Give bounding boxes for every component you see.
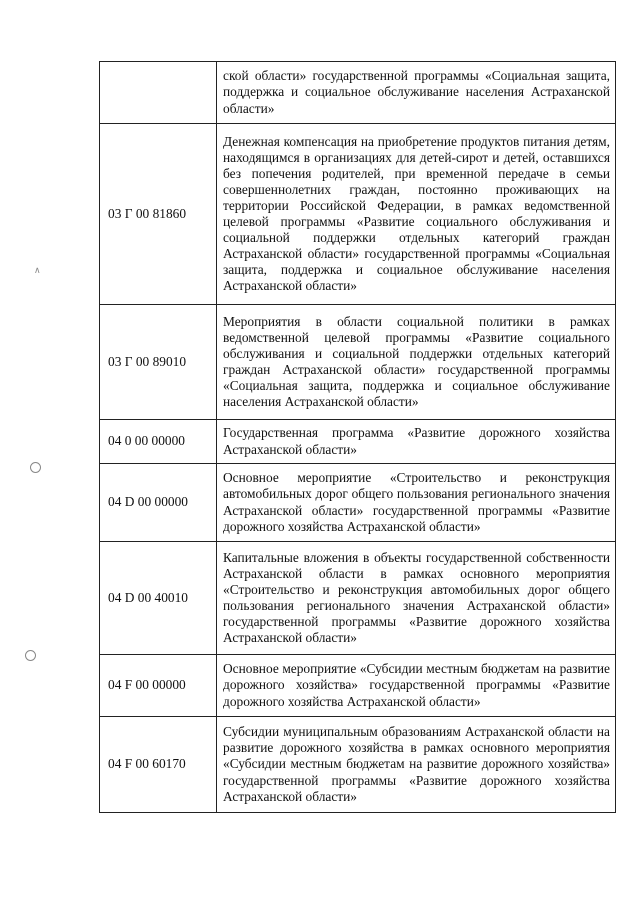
code-cell: 04 F 00 60170 bbox=[100, 717, 217, 813]
description-text: Денежная компенсация на приобретение продуктов питания детям, находящимся в организациях для детей-сирот и детей, оставшихся без попечения родителей, при временной передаче в семьи совершеннолетних граждан, постоянно проживающих на территории Российской Федерации, в рамках ведомственной целевой программы «Развитие социального обслуживания и социальной поддержки отдельных категорий граждан Астраханской области» государственной программы «Социальная защита, поддержка и социальное обслуживание населения Астраханской области» bbox=[223, 133, 610, 294]
table-row bbox=[100, 124, 616, 305]
description-cell bbox=[217, 420, 616, 464]
description-text: Капитальные вложения в объекты государственной собственности Астраханской области в рамках основного мероприятия «Строительство и реконструкция автомобильных дорог общего пользования регионального значения Астраханской области» государственной программы «Развитие дорожного хозяйства Астраханской области» bbox=[223, 549, 610, 646]
description-cell bbox=[217, 655, 616, 717]
budget-classification-table bbox=[99, 61, 616, 813]
table-row bbox=[100, 717, 616, 813]
description-cell bbox=[217, 542, 616, 655]
scan-mark: ∧ bbox=[34, 266, 41, 276]
table-row bbox=[100, 542, 616, 655]
table-row bbox=[100, 62, 616, 124]
description-cell bbox=[217, 305, 616, 420]
table-row bbox=[100, 464, 616, 542]
description-text: Основное мероприятие «Субсидии местным бюджетам на развитие дорожного хозяйства» государственной программы «Развитие дорожного хозяйства Астраханской области» bbox=[223, 661, 610, 709]
description-cell bbox=[217, 124, 616, 305]
code-cell: 04 F 00 00000 bbox=[100, 655, 217, 717]
description-text: Субсидии муниципальным образованиям Астраханской области на развитие дорожного хозяйства в рамках основного мероприятия «Субсидии местным бюджетам на развитие дорожного хозяйства» государственной программы «Развитие дорожного хозяйства Астраханской области» bbox=[223, 724, 610, 804]
table-row bbox=[100, 655, 616, 717]
description-text: ской области» государственной программы «Социальная защита, поддержка и социальное обслуживание населения Астраханской области» bbox=[223, 68, 610, 116]
description-cell bbox=[217, 62, 616, 124]
table-row bbox=[100, 420, 616, 464]
binder-hole-mark bbox=[25, 650, 36, 661]
code-cell bbox=[100, 62, 217, 124]
binder-hole-mark bbox=[30, 462, 41, 473]
description-text: Государственная программа «Развитие дорожного хозяйства Астраханской области» bbox=[223, 425, 610, 457]
code-cell: 04 D 00 00000 bbox=[100, 464, 217, 542]
description-text: Основное мероприятие «Строительство и реконструкция автомобильных дорог общего пользования регионального значения Астраханской области» государственной программы «Развитие дорожного хозяйства Астраханской области» bbox=[223, 470, 610, 534]
code-cell: 03 Г 00 81860 bbox=[100, 124, 217, 305]
code-cell: 04 D 00 40010 bbox=[100, 542, 217, 655]
code-cell: 04 0 00 00000 bbox=[100, 420, 217, 464]
code-cell: 03 Г 00 89010 bbox=[100, 305, 217, 420]
description-text: Мероприятия в области социальной политики в рамках ведомственной целевой программы «Развитие социального обслуживания и социальной поддержки отдельных категорий граждан Астраханской области» государственной программы «Социальная защита, поддержка и социальное обслуживание населения Астраханской области» bbox=[223, 313, 610, 410]
table-row bbox=[100, 305, 616, 420]
description-cell bbox=[217, 717, 616, 813]
description-cell bbox=[217, 464, 616, 542]
